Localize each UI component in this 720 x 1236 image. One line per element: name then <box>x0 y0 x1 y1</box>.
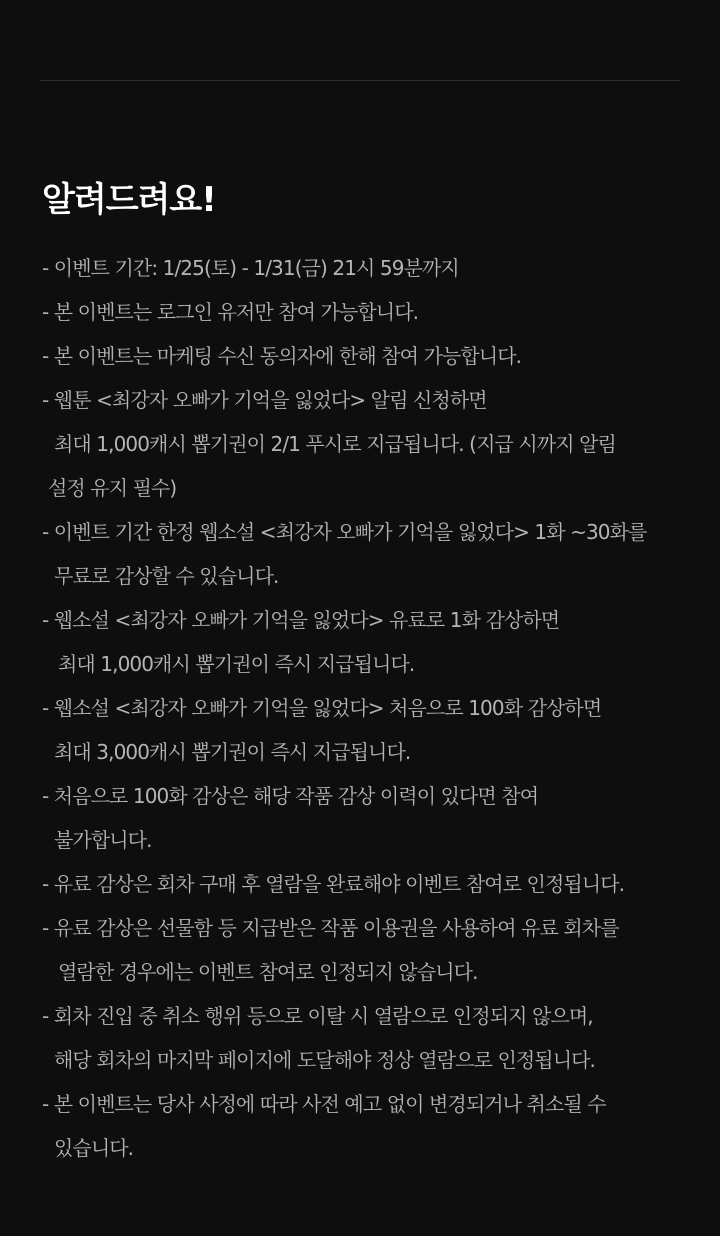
notice-line: - 본 이벤트는 마케팅 수신 동의자에 한해 참여 가능합니다. <box>42 344 522 368</box>
notice-line: - 유료 감상은 회차 구매 후 열람을 완료해야 이벤트 참여로 인정됩니다. <box>42 872 625 896</box>
notice-line: - 유료 감상은 선물함 등 지급받은 작품 이용권을 사용하여 유료 회차를 <box>42 916 619 940</box>
notice-line: - 회차 진입 중 취소 행위 등으로 이탈 시 열람으로 인정되지 않으며, <box>42 1004 593 1028</box>
notice-line: 해당 회차의 마지막 페이지에 도달해야 정상 열람으로 인정됩니다. <box>54 1048 595 1072</box>
notice-line: 설정 유지 필수) <box>48 476 177 500</box>
notice-line: 무료로 감상할 수 있습니다. <box>54 564 279 588</box>
notice-line: 최대 1,000캐시 뽑기권이 즉시 지급됩니다. <box>58 652 415 676</box>
notice-line: 열람한 경우에는 이벤트 참여로 인정되지 않습니다. <box>58 960 478 984</box>
section-divider <box>40 80 680 81</box>
notice-line: - 웹소설 <최강자 오빠가 기억을 잃었다> 유료로 1화 감상하면 <box>42 608 560 632</box>
notice-line: - 본 이벤트는 당사 사정에 따라 사전 예고 없이 변경되거나 취소될 수 <box>42 1092 606 1116</box>
notice-line: - 웹소설 <최강자 오빠가 기억을 잃었다> 처음으로 100화 감상하면 <box>42 696 602 720</box>
notice-line: 최대 1,000캐시 뽑기권이 2/1 푸시로 지급됩니다. (지급 시까지 알림 <box>54 432 616 456</box>
notice-line: - 이벤트 기간 한정 웹소설 <최강자 오빠가 기억을 잃었다> 1화 ~30화를 <box>42 520 647 544</box>
notice-title: 알려드려요! <box>42 180 216 220</box>
notice-line: - 웹툰 <최강자 오빠가 기억을 잃었다> 알림 신청하면 <box>42 388 487 412</box>
notice-line: - 이벤트 기간: 1/25(토) - 1/31(금) 21시 59분까지 <box>42 256 459 280</box>
notice-line: - 처음으로 100화 감상은 해당 작품 감상 이력이 있다면 참여 <box>42 784 539 808</box>
notice-line: 있습니다. <box>54 1136 134 1160</box>
notice-line: - 본 이벤트는 로그인 유저만 참여 가능합니다. <box>42 300 419 324</box>
notice-line: 최대 3,000캐시 뽑기권이 즉시 지급됩니다. <box>54 740 411 764</box>
notice-line: 불가합니다. <box>54 828 152 852</box>
